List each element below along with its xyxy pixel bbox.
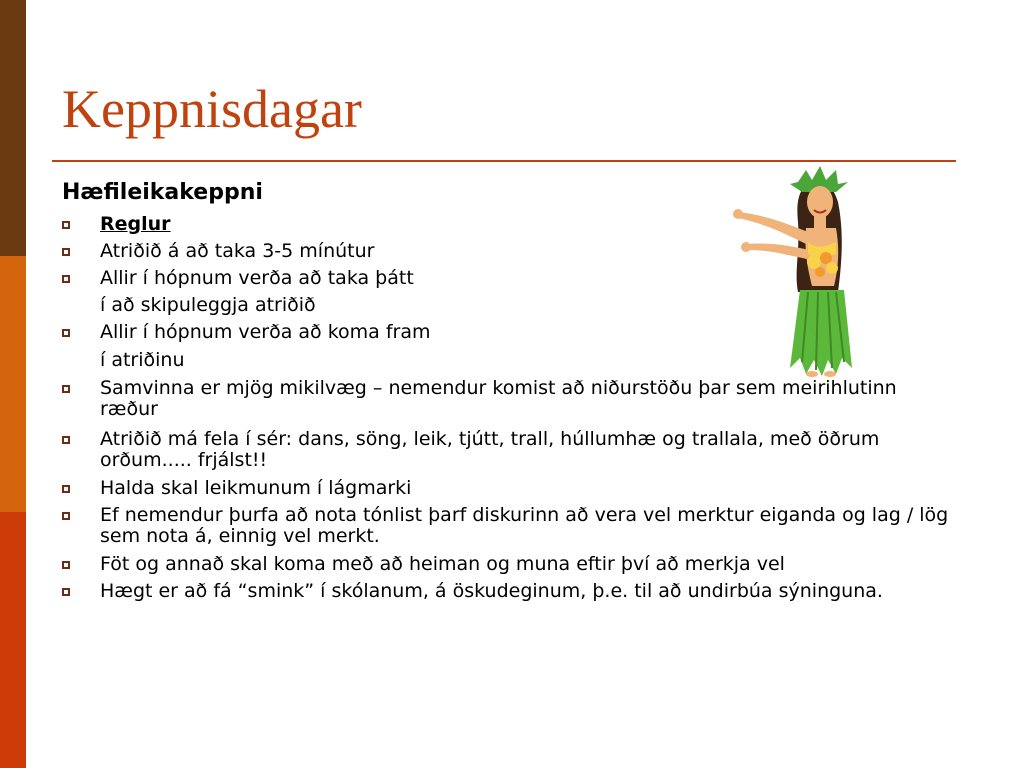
list-item-text: Samvinna er mjög mikilvæg – nemendur komist að niðurstöðu þar sem meirihlutinn ræður — [100, 377, 897, 420]
bullet-icon — [62, 275, 70, 283]
bullet-icon — [62, 485, 70, 493]
list-item-text: Reglur — [100, 213, 171, 235]
bullet-icon — [62, 385, 70, 393]
bullet-icon — [62, 512, 70, 520]
bullet-icon — [62, 329, 70, 337]
hula-dancer-icon — [728, 162, 878, 378]
bullet-icon — [62, 561, 70, 569]
slide-title: Keppnisdagar — [62, 79, 362, 139]
section-heading: Hæfileikakeppni — [62, 180, 263, 205]
list-item-text: Ef nemendur þurfa að nota tónlist þarf diskurinn að vera vel merktur eiganda og lag / lög sem nota á, einnig vel merkt. — [100, 504, 949, 547]
side-bar-middle — [0, 256, 26, 512]
bullet-icon — [62, 248, 70, 256]
list-item-text: Föt og annað skal koma með að heiman og muna eftir því að merkja vel — [100, 553, 785, 575]
list-item-text: Hægt er að fá “smink” í skólanum, á öskudeginum, þ.e. til að undirbúa sýninguna. — [100, 580, 883, 602]
list-item-text: Allir í hópnum verða að taka þátt — [100, 267, 414, 289]
list-item-text: í atriðinu — [100, 349, 185, 371]
list-item-text: Atriðið á að taka 3-5 mínútur — [100, 240, 375, 262]
list-item-text: Halda skal leikmunum í lágmarki — [100, 477, 412, 499]
list-item-text: Atriðið má fela í sér: dans, söng, leik, tjútt, trall, húllumhæ og trallala, með öðrum orðum..... frjálst!! — [100, 428, 880, 471]
list-item-text: Allir í hópnum verða að koma fram — [100, 321, 431, 343]
bullet-icon — [62, 221, 70, 229]
side-bar-bottom — [0, 512, 26, 768]
side-bar-top — [0, 0, 26, 256]
bullet-icon — [62, 588, 70, 596]
list-item-text: í að skipuleggja atriðið — [100, 294, 316, 316]
bullet-icon — [62, 436, 70, 444]
